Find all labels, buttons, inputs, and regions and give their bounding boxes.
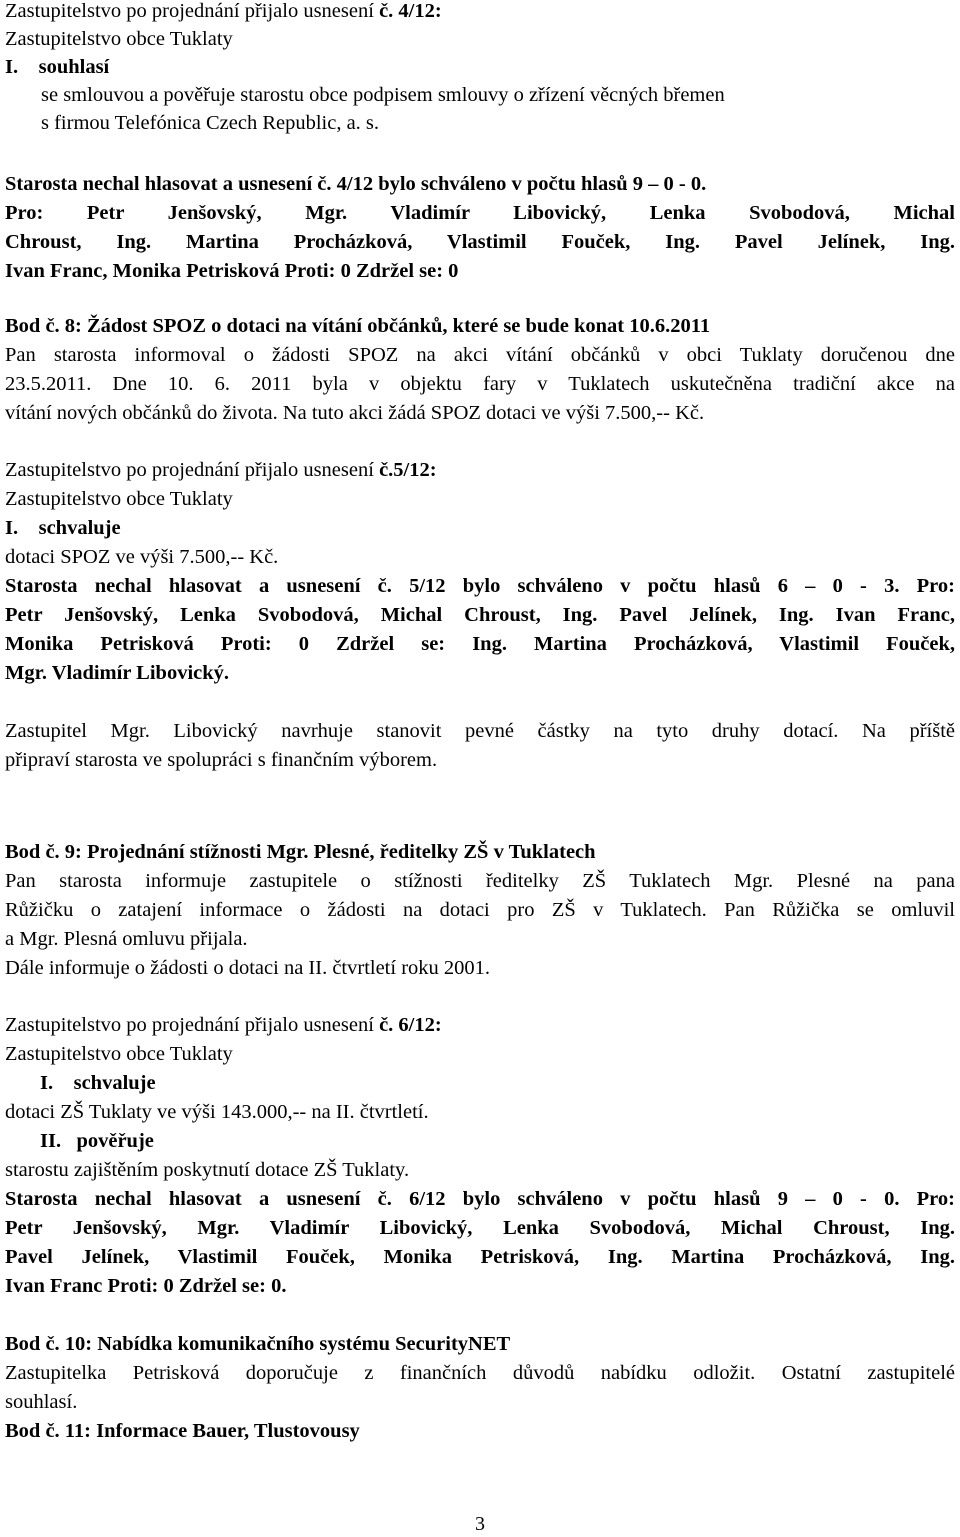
council-name: Zastupitelstvo obce Tuklaty [5, 488, 233, 510]
paragraph-line: Zastupitelka Petrisková doporučuje z finančních důvodů nabídku odložit. Ostatní zastupitelé [5, 1362, 955, 1384]
agenda-item-9-heading: Bod č. 9: Projednání stížnosti Mgr. Plesné, ředitelky ZŠ v Tuklatech [5, 841, 596, 863]
vote-result-line: Petr Jenšovský, Mgr. Vladimír Libovický, Lenka Svobodová, Michal Chroust, Ing. [5, 1217, 955, 1239]
paragraph-line: Růžičku o zatajení informace o žádosti na dotaci pro ZŠ v Tuklatech. Pan Růžička se omluvil [5, 899, 955, 921]
paragraph-line: dotaci SPOZ ve výši 7.500,-- Kč. [5, 546, 279, 568]
paragraph-line: 23.5.2011. Dne 10. 6. 2011 byla v objektu fary v Tuklatech uskutečněna tradiční akce na [5, 373, 955, 395]
vote-result-line: Starosta nechal hlasovat a usnesení č. 4/12 bylo schváleno v počtu hlasů 9 – 0 - 0. [5, 173, 707, 195]
vote-result-line: Monika Petrisková Proti: 0 Zdržel se: Ing. Martina Procházková, Vlastimil Fouček, [5, 633, 955, 655]
agenda-item-11-heading: Bod č. 11: Informace Bauer, Tlustovousy [5, 1420, 360, 1442]
paragraph-line: souhlasí. [5, 1391, 78, 1413]
paragraph-line: Zastupitel Mgr. Libovický navrhuje stanovit pevné částky na tyto druhy dotací. Na příště [5, 720, 955, 742]
resolution-6-intro: Zastupitelstvo po projednání přijalo usnesení č. 6/12: [5, 1014, 442, 1036]
paragraph-line: Dále informuje o žádosti o dotaci na II. čtvrtletí roku 2001. [5, 957, 491, 979]
vote-result-line: Pavel Jelínek, Vlastimil Fouček, Monika Petrisková, Ing. Martina Procházková, Ing. [5, 1246, 955, 1268]
vote-result-line: Pro: Petr Jenšovský, Mgr. Vladimír Libovický, Lenka Svobodová, Michal [5, 202, 955, 224]
vote-result-line: Mgr. Vladimír Libovický. [5, 662, 230, 684]
vote-result-line: Chroust, Ing. Martina Procházková, Vlastimil Fouček, Ing. Pavel Jelínek, Ing. [5, 231, 955, 253]
paragraph-line: vítání nových občánků do života. Na tuto akci žádá SPOZ dotaci ve výši 7.500,-- Kč. [5, 402, 705, 424]
council-name: Zastupitelstvo obce Tuklaty [5, 28, 233, 50]
resolution-item-heading: I. souhlasí [5, 56, 110, 78]
agenda-item-8-heading: Bod č. 8: Žádost SPOZ o dotaci na vítání občánků, které se bude konat 10.6.2011 [5, 315, 711, 337]
council-name: Zastupitelstvo obce Tuklaty [5, 1043, 233, 1065]
paragraph-line: připraví starosta ve spolupráci s finančním výborem. [5, 749, 438, 771]
resolution-item-heading: I. schvaluje [5, 517, 121, 539]
resolution-5-intro: Zastupitelstvo po projednání přijalo usnesení č.5/12: [5, 459, 437, 481]
agenda-item-10-heading: Bod č. 10: Nabídka komunikačního systému SecurityNET [5, 1333, 511, 1355]
resolution-item-heading: II. pověřuje [40, 1130, 154, 1152]
vote-result-line: Ivan Franc, Monika Petrisková Proti: 0 Zdržel se: 0 [5, 260, 459, 282]
vote-result-line: Starosta nechal hlasovat a usnesení č. 6/12 bylo schváleno v počtu hlasů 9 – 0 - 0. Pro: [5, 1188, 955, 1210]
vote-result-line: Ivan Franc Proti: 0 Zdržel se: 0. [5, 1275, 287, 1297]
vote-result-line: Starosta nechal hlasovat a usnesení č. 5/12 bylo schváleno v počtu hlasů 6 – 0 - 3. Pro: [5, 575, 955, 597]
page-number: 3 [475, 1513, 485, 1535]
paragraph-line: se smlouvou a pověřuje starostu obce podpisem smlouvy o zřízení věcných břemen [41, 84, 725, 106]
paragraph-line: a Mgr. Plesná omluvu přijala. [5, 928, 248, 950]
paragraph-line: s firmou Telefónica Czech Republic, a. s. [41, 112, 380, 134]
paragraph-line: Pan starosta informoval o žádosti SPOZ na akci vítání občánků v obci Tuklaty doručenou dne [5, 344, 955, 366]
resolution-4-intro: Zastupitelstvo po projednání přijalo usnesení č. 4/12: [5, 0, 442, 22]
resolution-item-heading: I. schvaluje [40, 1072, 156, 1094]
vote-result-line: Petr Jenšovský, Lenka Svobodová, Michal Chroust, Ing. Pavel Jelínek, Ing. Ivan Franc, [5, 604, 955, 626]
paragraph-line: dotaci ZŠ Tuklaty ve výši 143.000,-- na II. čtvrtletí. [5, 1101, 429, 1123]
paragraph-line: starostu zajištěním poskytnutí dotace ZŠ Tuklaty. [5, 1159, 410, 1181]
paragraph-line: Pan starosta informuje zastupitele o stížnosti ředitelky ZŠ Tuklatech Mgr. Plesné na pana [5, 870, 955, 892]
